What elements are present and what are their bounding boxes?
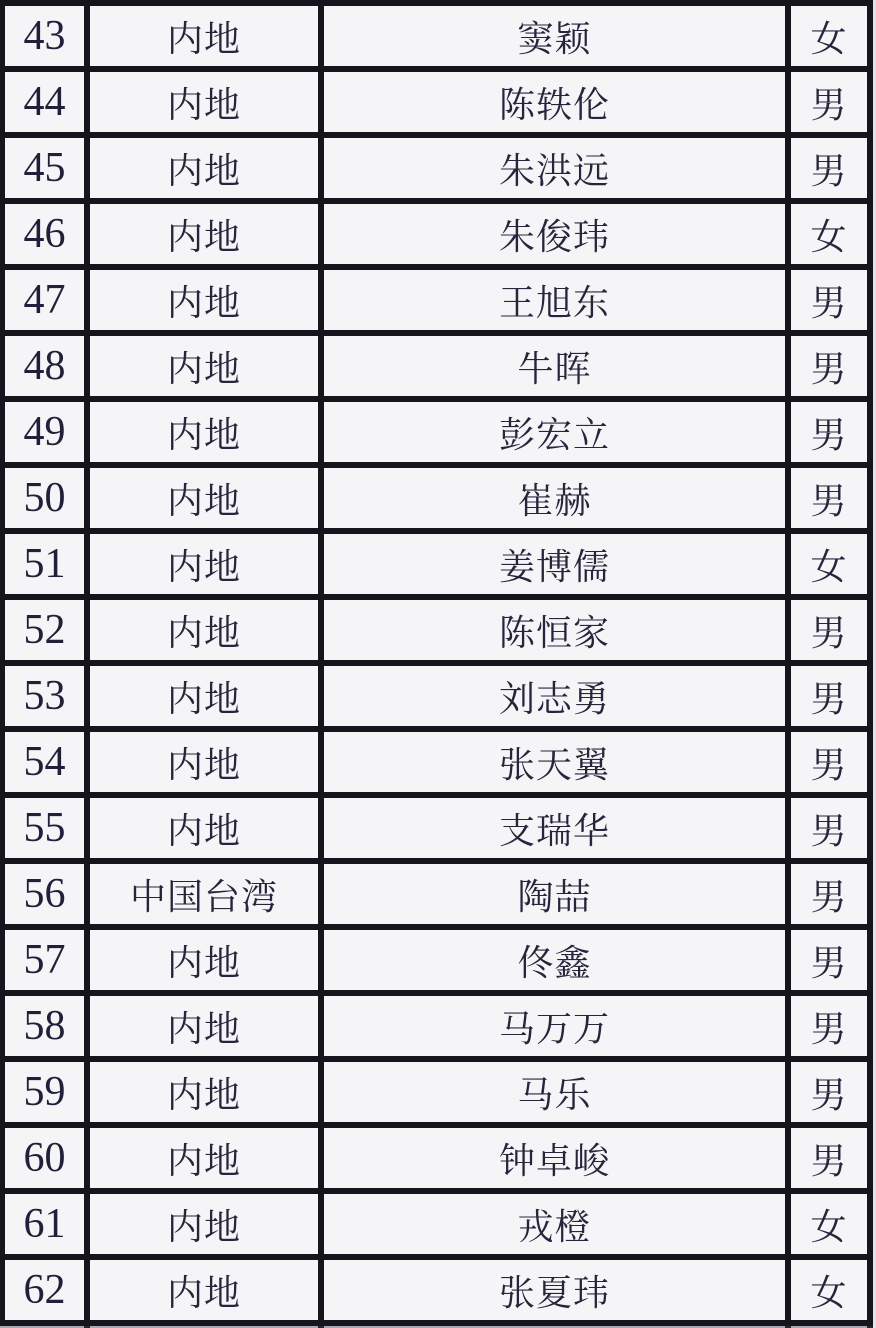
row-number-cell: 49	[5, 402, 84, 462]
row-number-cell: 48	[5, 336, 84, 396]
gender-cell: 男	[791, 732, 867, 792]
name-cell: 支瑞华	[324, 798, 785, 858]
name-cell: 彭宏立	[324, 402, 785, 462]
gender-cell: 男	[791, 336, 867, 396]
row-number-cell: 47	[5, 270, 84, 330]
name-cell: 朱俊玮	[324, 204, 785, 264]
region-cell: 内地	[90, 666, 318, 726]
name-cell: 张夏玮	[324, 1260, 785, 1320]
gender-cell: 女	[791, 1194, 867, 1254]
region-cell: 内地	[90, 534, 318, 594]
gender-cell: 男	[791, 138, 867, 198]
row-number-cell: 44	[5, 72, 84, 132]
name-cell: 陈轶伦	[324, 72, 785, 132]
region-cell: 内地	[90, 468, 318, 528]
region-cell: 内地	[90, 600, 318, 660]
row-number-cell: 55	[5, 798, 84, 858]
row-number-cell: 59	[5, 1062, 84, 1122]
region-cell: 内地	[90, 72, 318, 132]
region-cell: 内地	[90, 138, 318, 198]
row-number-cell: 58	[5, 996, 84, 1056]
gender-cell: 女	[791, 6, 867, 66]
row-number-cell: 52	[5, 600, 84, 660]
name-cell: 窦颖	[324, 6, 785, 66]
gender-cell: 男	[791, 1062, 867, 1122]
region-cell: 内地	[90, 1062, 318, 1122]
gender-cell: 男	[791, 600, 867, 660]
region-cell: 内地	[90, 798, 318, 858]
row-number-cell: 45	[5, 138, 84, 198]
region-cell: 内地	[90, 270, 318, 330]
name-cell: 陈恒家	[324, 600, 785, 660]
name-cell: 牛晖	[324, 336, 785, 396]
name-cell: 姜博儒	[324, 534, 785, 594]
name-cell: 张天翼	[324, 732, 785, 792]
row-number-cell: 60	[5, 1128, 84, 1188]
name-cell: 刘志勇	[324, 666, 785, 726]
name-cell: 朱洪远	[324, 138, 785, 198]
row-number-cell: 57	[5, 930, 84, 990]
name-cell: 马乐	[324, 1062, 785, 1122]
region-cell: 内地	[90, 732, 318, 792]
region-cell: 内地	[90, 996, 318, 1056]
gender-cell: 男	[791, 666, 867, 726]
gender-cell: 男	[791, 1128, 867, 1188]
row-number-cell: 56	[5, 864, 84, 924]
gender-cell: 女	[791, 204, 867, 264]
gender-cell: 男	[791, 930, 867, 990]
region-cell: 内地	[90, 336, 318, 396]
row-number-cell: 43	[5, 6, 84, 66]
name-cell: 马万万	[324, 996, 785, 1056]
gender-cell: 女	[791, 1260, 867, 1320]
name-cell: 佟鑫	[324, 930, 785, 990]
gender-cell: 男	[791, 72, 867, 132]
row-number-cell: 51	[5, 534, 84, 594]
gender-cell: 男	[791, 996, 867, 1056]
region-cell: 内地	[90, 6, 318, 66]
region-cell: 内地	[90, 1128, 318, 1188]
region-cell: 内地	[90, 1194, 318, 1254]
gender-cell: 男	[791, 270, 867, 330]
row-number-cell: 50	[5, 468, 84, 528]
gender-cell: 男	[791, 798, 867, 858]
region-cell: 内地	[90, 204, 318, 264]
name-cell: 崔赫	[324, 468, 785, 528]
gender-cell: 男	[791, 864, 867, 924]
gender-cell: 男	[791, 402, 867, 462]
region-cell: 内地	[90, 402, 318, 462]
region-cell: 内地	[90, 1260, 318, 1320]
region-cell: 内地	[90, 930, 318, 990]
name-cell: 王旭东	[324, 270, 785, 330]
name-cell: 戎橙	[324, 1194, 785, 1254]
name-cell: 陶喆	[324, 864, 785, 924]
gender-cell: 男	[791, 468, 867, 528]
row-number-cell: 61	[5, 1194, 84, 1254]
row-number-cell: 46	[5, 204, 84, 264]
row-number-cell: 54	[5, 732, 84, 792]
row-number-cell: 62	[5, 1260, 84, 1320]
region-cell: 中国台湾	[90, 864, 318, 924]
name-cell: 钟卓峻	[324, 1128, 785, 1188]
gender-cell: 女	[791, 534, 867, 594]
row-number-cell: 53	[5, 666, 84, 726]
